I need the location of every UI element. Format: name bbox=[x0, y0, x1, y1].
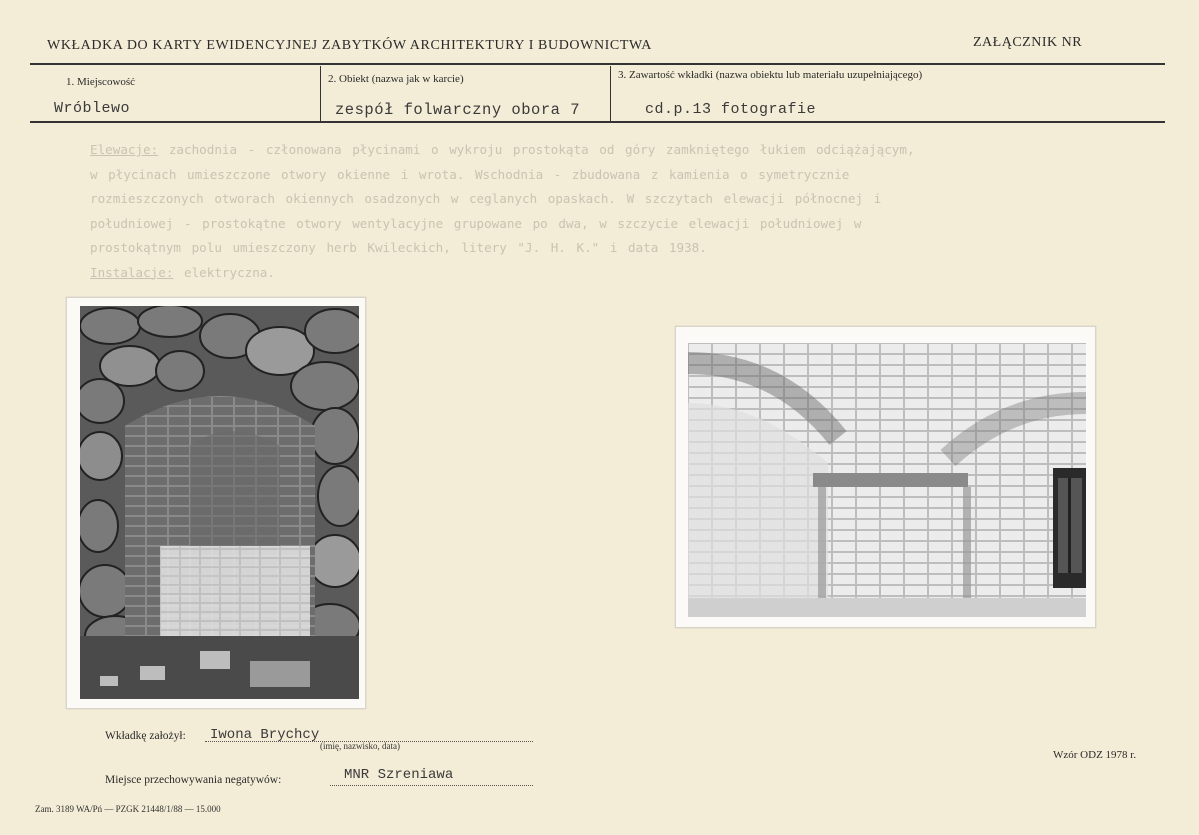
field-1-value: Wróblewo bbox=[54, 100, 131, 117]
author-value: Iwona Brychcy bbox=[210, 727, 320, 743]
header-bottom-rule bbox=[30, 121, 1165, 123]
instalacje-value: elektryczna. bbox=[173, 264, 275, 280]
form-model: Wzór ODZ 1978 r. bbox=[1053, 749, 1137, 761]
description-block bbox=[90, 138, 1150, 285]
annex-label: ZAŁĄCZNIK NR bbox=[973, 35, 1083, 50]
photo-right bbox=[688, 343, 1086, 617]
author-label: Wkładkę założył: bbox=[105, 730, 186, 742]
form-title: WKŁADKA DO KARTY EWIDENCYJNEJ ZABYTKÓW ARCHITEKTURY I BUDOWNICTWA bbox=[47, 38, 652, 53]
print-info: Zam. 3189 WA/Pń — PZGK 21448/1/88 — 15.000 bbox=[35, 804, 221, 814]
field-2-label: 2. Obiekt (nazwa jak w karcie) bbox=[328, 73, 464, 85]
description-line bbox=[90, 261, 1150, 286]
negatives-value: MNR Szreniawa bbox=[344, 767, 454, 783]
field-3-value: cd.p.13 fotografie bbox=[645, 101, 817, 118]
description-line: południowej - prostokątne otwory wentylacyjne grupowane po dwa, w szczycie elewacji południowej w bbox=[90, 215, 862, 231]
elewacje-label: Elewacje: bbox=[90, 142, 159, 157]
negatives-line bbox=[330, 785, 533, 786]
photo-right-frame bbox=[675, 326, 1096, 628]
description-line: prostokątnym polu umieszczony herb Kwileckich, litery "J. H. K." i data 1938. bbox=[90, 240, 707, 255]
field-3-label: 3. Zawartość wkładki (nazwa obiektu lub materiału uzupełniającego) bbox=[618, 69, 923, 81]
negatives-label: Miejsce przechowywania negatywów: bbox=[105, 774, 282, 786]
description-line: rozmieszczonych otworach okiennych osadzonych w ceglanych opaskach. W szczytach elewacji północnej i bbox=[90, 191, 882, 206]
photo-left bbox=[80, 306, 359, 699]
photo-left-frame bbox=[66, 297, 366, 709]
instalacje-label: Instalacje: bbox=[90, 264, 174, 280]
author-hint: (imię, nazwisko, data) bbox=[320, 741, 400, 751]
description-text: zachodnia - członowana płycinami o wykroju prostokąta od góry zamkniętego łukiem odciążającym, bbox=[158, 142, 915, 157]
field-1-label: 1. Miejscowość bbox=[66, 76, 136, 88]
description-line bbox=[90, 138, 1150, 163]
description-line: w płycinach umieszczone otwory okienne i wrota. Wschodnia - zbudowana z kamienia o symetrycznie bbox=[90, 166, 850, 182]
field-divider-2 bbox=[610, 66, 611, 121]
header-top-rule bbox=[30, 63, 1165, 65]
field-2-value: zespół folwarczny obora 7 bbox=[335, 101, 581, 119]
field-divider-1 bbox=[320, 66, 321, 121]
